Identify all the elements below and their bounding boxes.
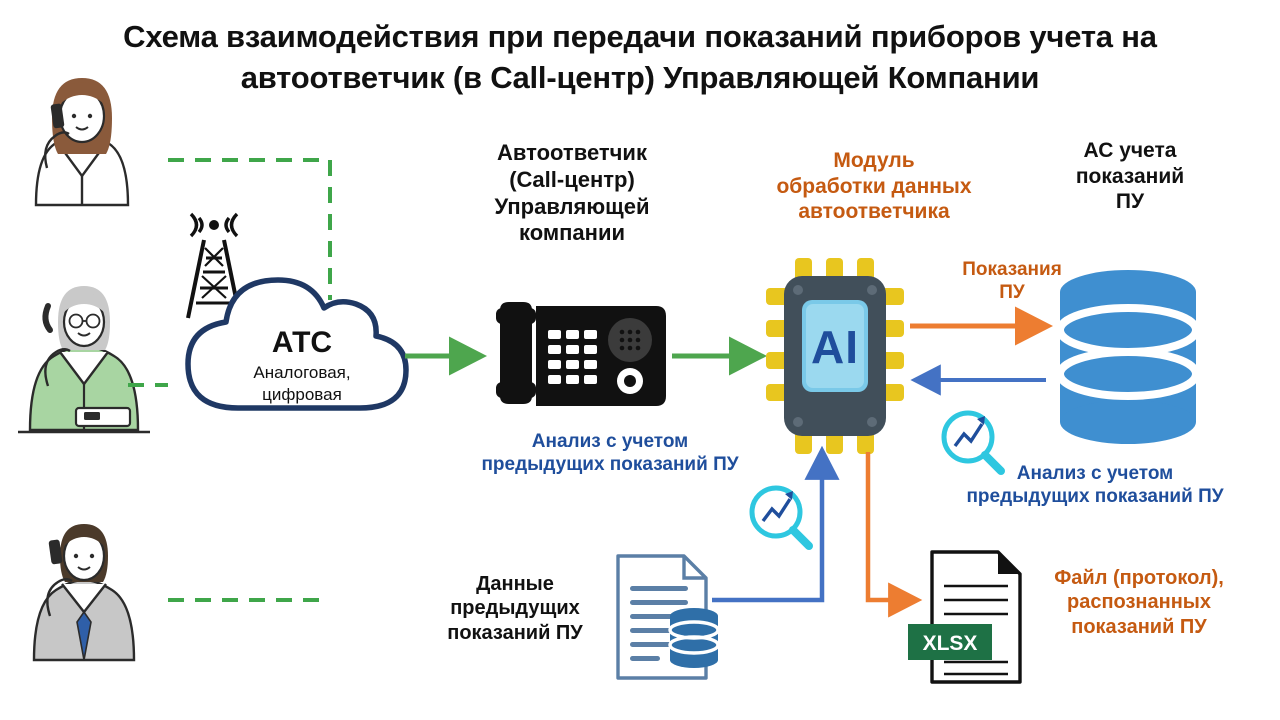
ai-module-label: Модуль обработки данных автоответчика: [776, 149, 972, 224]
analysis-annotation-right: Анализ с учетом предыдущих показаний ПУ: [966, 463, 1224, 508]
page-title: Схема взаимодействия при передачи показаний приборов учета на автоответчик (в Call-центр) Управляющей Компании: [123, 19, 1157, 96]
person-man: [34, 524, 134, 660]
arrow-ai-to-xlsx-file: [868, 452, 916, 600]
ai-chip-label: AI: [811, 321, 859, 373]
ai-chip-icon: [766, 258, 904, 454]
pbx-subtitle: Аналоговая, цифровая: [253, 363, 351, 405]
readings-arrow-label: Показания ПУ: [962, 259, 1062, 304]
answering-machine-label: Автоответчик (Call-центр) Управляющей компании: [494, 140, 650, 246]
accounting-system-label: АС учета показаний ПУ: [1075, 139, 1185, 214]
pbx-title: АТС: [271, 326, 333, 359]
person-woman-elderly: [18, 286, 150, 432]
xlsx-badge-label: XLSX: [922, 632, 978, 655]
analysis-annotation-left: Анализ с учетом предыдущих показаний ПУ: [481, 431, 739, 476]
xlsx-file-label: Файл (протокол), распознанных показаний ПУ: [1054, 567, 1224, 638]
person-woman-young: [36, 78, 128, 205]
analytics-magnifier-icon-left: [752, 488, 809, 546]
xlsx-file-icon: [908, 552, 1020, 682]
previous-data-icon: [618, 556, 718, 678]
previous-data-label: Данные предыдущих показаний ПУ: [447, 573, 583, 644]
answering-machine-icon: [496, 302, 666, 406]
pbx-label: [202, 326, 402, 406]
